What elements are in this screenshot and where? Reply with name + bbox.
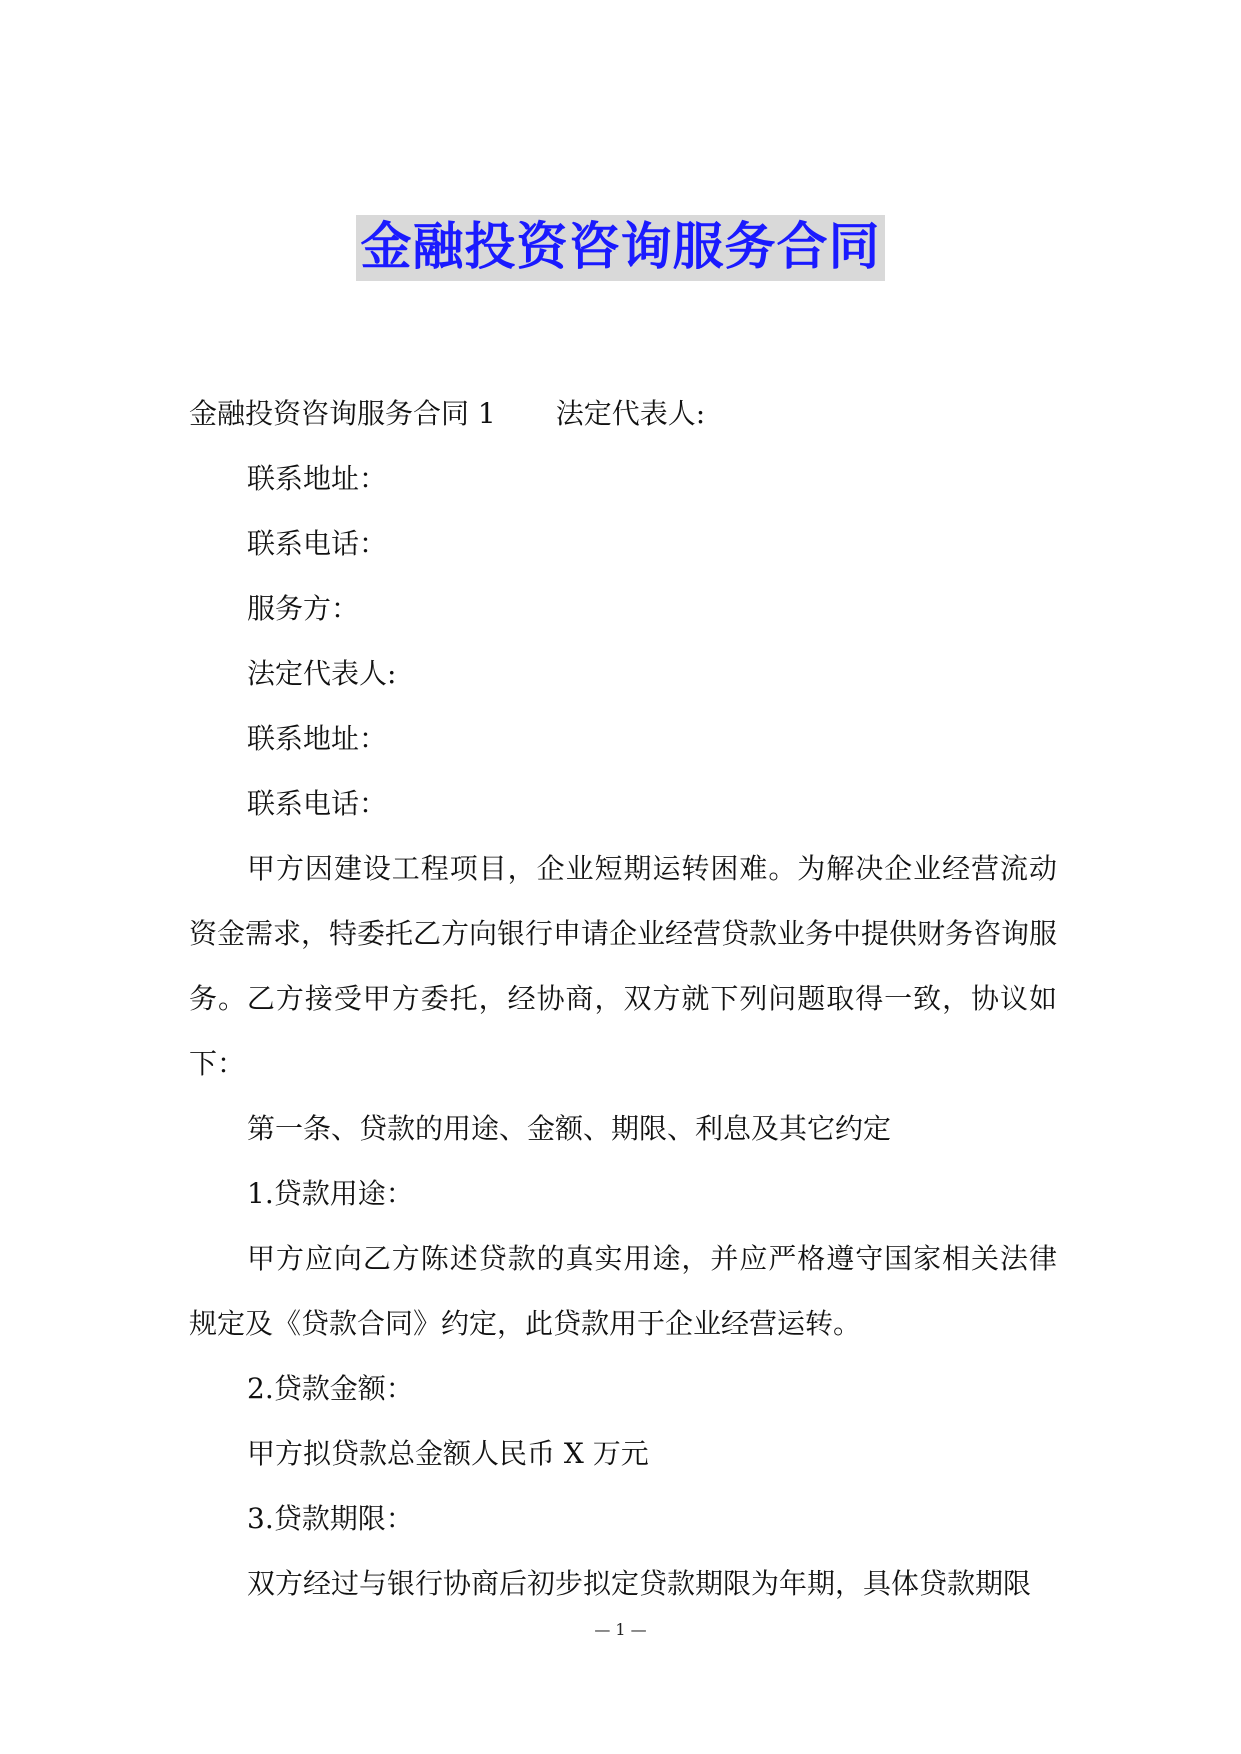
item-1-heading: 1.贷款用途：	[247, 1177, 414, 1210]
service-legal-rep-label: 法定代表人:	[247, 657, 397, 690]
contract-heading: 金融投资咨询服务合同 1	[189, 397, 496, 430]
item-3-text: 双方经过与银行协商后初步拟定贷款期限为年期，具体贷款期限	[247, 1567, 1032, 1600]
service-phone-label: 联系电话：	[247, 787, 388, 820]
item-2-text: 甲方拟贷款总金额人民币 X 万元	[247, 1437, 649, 1470]
client-address-label: 联系地址：	[247, 462, 388, 495]
client-phone-label: 联系电话：	[247, 527, 388, 560]
page-number: — 1 —	[594, 1620, 647, 1639]
service-party-label: 服务方：	[247, 592, 360, 625]
item-2-heading: 2.贷款金额：	[247, 1372, 414, 1405]
article-1-heading: 第一条、贷款的用途、金额、期限、利息及其它约定	[247, 1112, 892, 1145]
item-1-text: 甲方应向乙方陈述贷款的真实用途，并应严格遵守国家相关法律规定及《贷款合同》约定，此贷款用于企业经营运转。	[189, 1242, 1057, 1340]
item-3-heading: 3.贷款期限：	[247, 1502, 414, 1535]
first-line	[189, 381, 1057, 446]
legal-rep-label: 法定代表人:	[555, 397, 706, 430]
title-container	[0, 215, 1241, 281]
document-title: 金融投资咨询服务合同	[356, 215, 884, 281]
document-body	[189, 381, 1057, 1616]
service-address-label: 联系地址：	[247, 722, 388, 755]
intro-paragraph: 甲方因建设工程项目，企业短期运转困难。为解决企业经营流动资金需求，特委托乙方向银行申请企业经营贷款业务中提供财务咨询服务。乙方接受甲方委托，经协商，双方就下列问题取得一致，协议如下：	[189, 852, 1058, 1080]
